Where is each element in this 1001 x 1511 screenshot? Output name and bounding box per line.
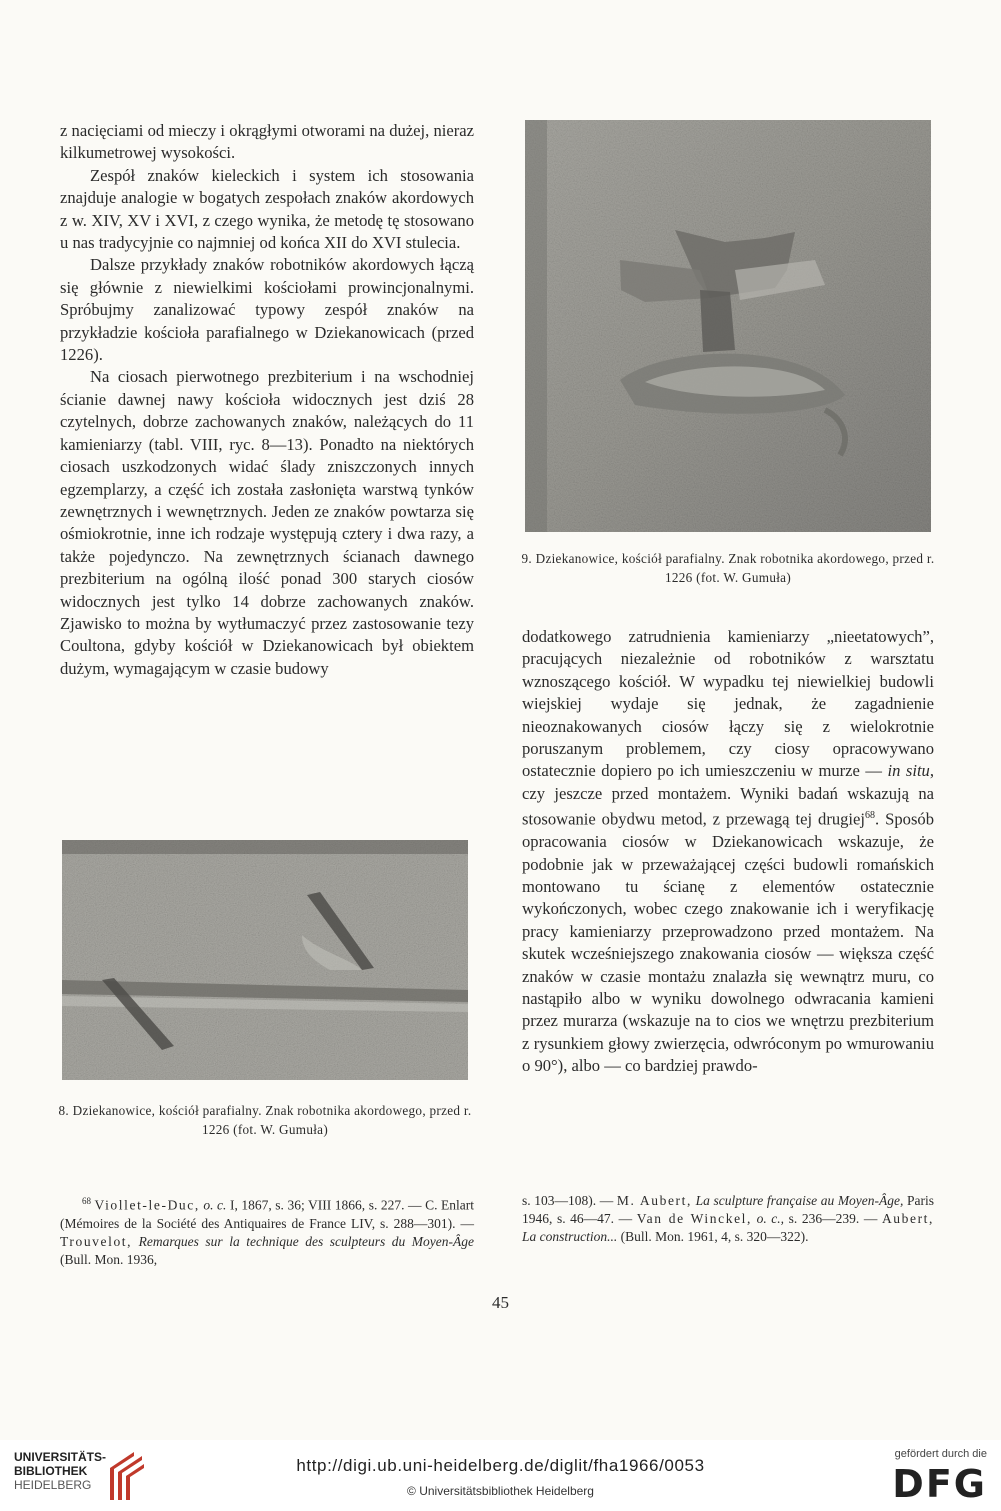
figure-9-photo (525, 120, 931, 532)
permalink-url[interactable]: http://digi.ub.uni-heidelberg.de/diglit/fha1966/0053 (296, 1456, 705, 1475)
left-text-column (60, 120, 474, 680)
sponsor-label: gefördert durch die (894, 1448, 987, 1460)
paragraph: dodatkowego zatrudnienia kamieniarzy „nieetatowych”, pracujących niezależnie od robotników z warsztatu wznoszącego kościół. W wypadku tej niewielkiej budowli wiejskiej wydaje się jednak, że zagadnienie nieoznakowanych ciosów łączy się z wielokrotnie poruszanym problemem, czy ciosy opracowywano ostatecznie dopiero po ich umieszczeniu w murze — in situ, czy jeszcze przed montażem. Wyniki badań wskazują na stosowanie obydwu metod, z przewagą tej drugiej$^{68}$. Sposób opracowania ciosów w Dziekanowicach wskazuje, że podobnie jak w przeważającej części budowli romańskich montowano tu ścianę z elementów ostatecznie wykończonych, wobec czego znakowanie ich i weryfikację pracy kamieniarzy przeprowadzono przed montażem. Na skutek wcześniejszego znakowania ciosów — większa część znaków w czasie montażu znalazła się wewnątrz muru, co nastąpiło albo w wyniku dowolnego odwracania kamieni przez murarza (wskazuje na to cios we wnętrzu prezbiterium z rysunkiem głowy zwierzęcia, odwróconym po wmurowaniu o 90°), albo — co bardziej prawdo- (522, 627, 935, 1076)
page-number: 45 (492, 1293, 509, 1312)
paragraph: Dalsze przykłady znaków robotników akordowych łączą się głównie z niewielkimi kościołami prowincjonalnymi. Spróbujmy zanalizować typowy zespół znaków na przykładzie kościoła parafialnego w Dziekanowicach (przed 1226). (60, 255, 474, 365)
dfg-logo[interactable]: DFG (892, 1462, 987, 1506)
footnote-ref[interactable]: 68 (865, 810, 876, 822)
paragraph: Zespół znaków kieleckich i system ich stosowania znajduje analogie w bogatych zespołach znaków akordowych z w. XIV, XV i XVI, z czego wynika, że metodę tę stosowano u nas tradycyjnie co najmniej od końca XII do XVI stulecia. (60, 165, 474, 253)
figure-8-photo (62, 840, 468, 1080)
footnote-right: s. 103—108). — M. Aubert, La sculpture française au Moyen-Âge, Paris 1946, s. 46—47. — Van de Winckel, o. c., s. 236—239. — Aubert, La construction... (Bull. Mon. 1961, 4, s. 320—322). (522, 1193, 935, 1245)
figure-8-caption: 8. Dziekanowice, kościół parafialny. Znak robotnika akordowego, przed r. 1226 (fot. W. Gumuła) (58, 1103, 472, 1137)
paragraph: z nacięciami od mieczy i okrągłymi otworami na dużej, nieraz kilkumetrowej wysokości. (60, 121, 474, 163)
mason-mark-cross-image (525, 120, 931, 532)
footnote-left: $^{68}$ Viollet-le-Duc, o. c. I, 1867, s. 36; VIII 1866, s. 227. — C. Enlart (Mémoires de la Société des Antiquaires de France LIV, s. 288—301). — Trouvelot, Remarques sur la technique des sculpteurs du Moyen-Âge (Bull. Mon. 1936, (60, 1196, 475, 1268)
copyright-text: © Universitätsbibliothek Heidelberg (407, 1484, 594, 1498)
digitization-footer (0, 1440, 1001, 1511)
mason-mark-diagonal-image (62, 840, 468, 1080)
figure-9-caption: 9. Dziekanowice, kościół parafialny. Znak robotnika akordowego, przed r. 1226 (fot. W. Gumuła) (521, 551, 935, 585)
paragraph: Na ciosach pierwotnego prezbiterium i na wschodniej ścianie dawnej nawy kościoła widocznych jest dziś 28 czytelnych, dobrze zachowanych znaków, należących do 11 kamieniarzy (tabl. VIII, ryc. 8—13). Ponadto na niektórych ciosach uszkodzonych widać ślady zniszczonych innych egzemplarzy, a część ich została zasłonięta warstwą tynków zewnętrznych i wewnętrznych. Jeden ze znaków powtarza się ośmiokrotnie, inne ich rodzaje występują cztery i dwa razy, a także pojedynczo. Na zewnętrznych ścianach dawnego prezbiterium na ogólną ilość ponad 300 starych ciosów widocznych jest tylko 14 dobrze zachowanych znaków. Zjawisko to można by wytłumaczyć przez zastosowanie tezy Coultona, gdyby kościół w Dziekanowicach był obiektem dużym, wymagającym w czasie budowy (60, 367, 474, 678)
right-text-column (522, 626, 934, 1078)
library-logo-text[interactable]: UNIVERSITÄTS- BIBLIOTHEK HEIDELBERG (14, 1450, 107, 1492)
